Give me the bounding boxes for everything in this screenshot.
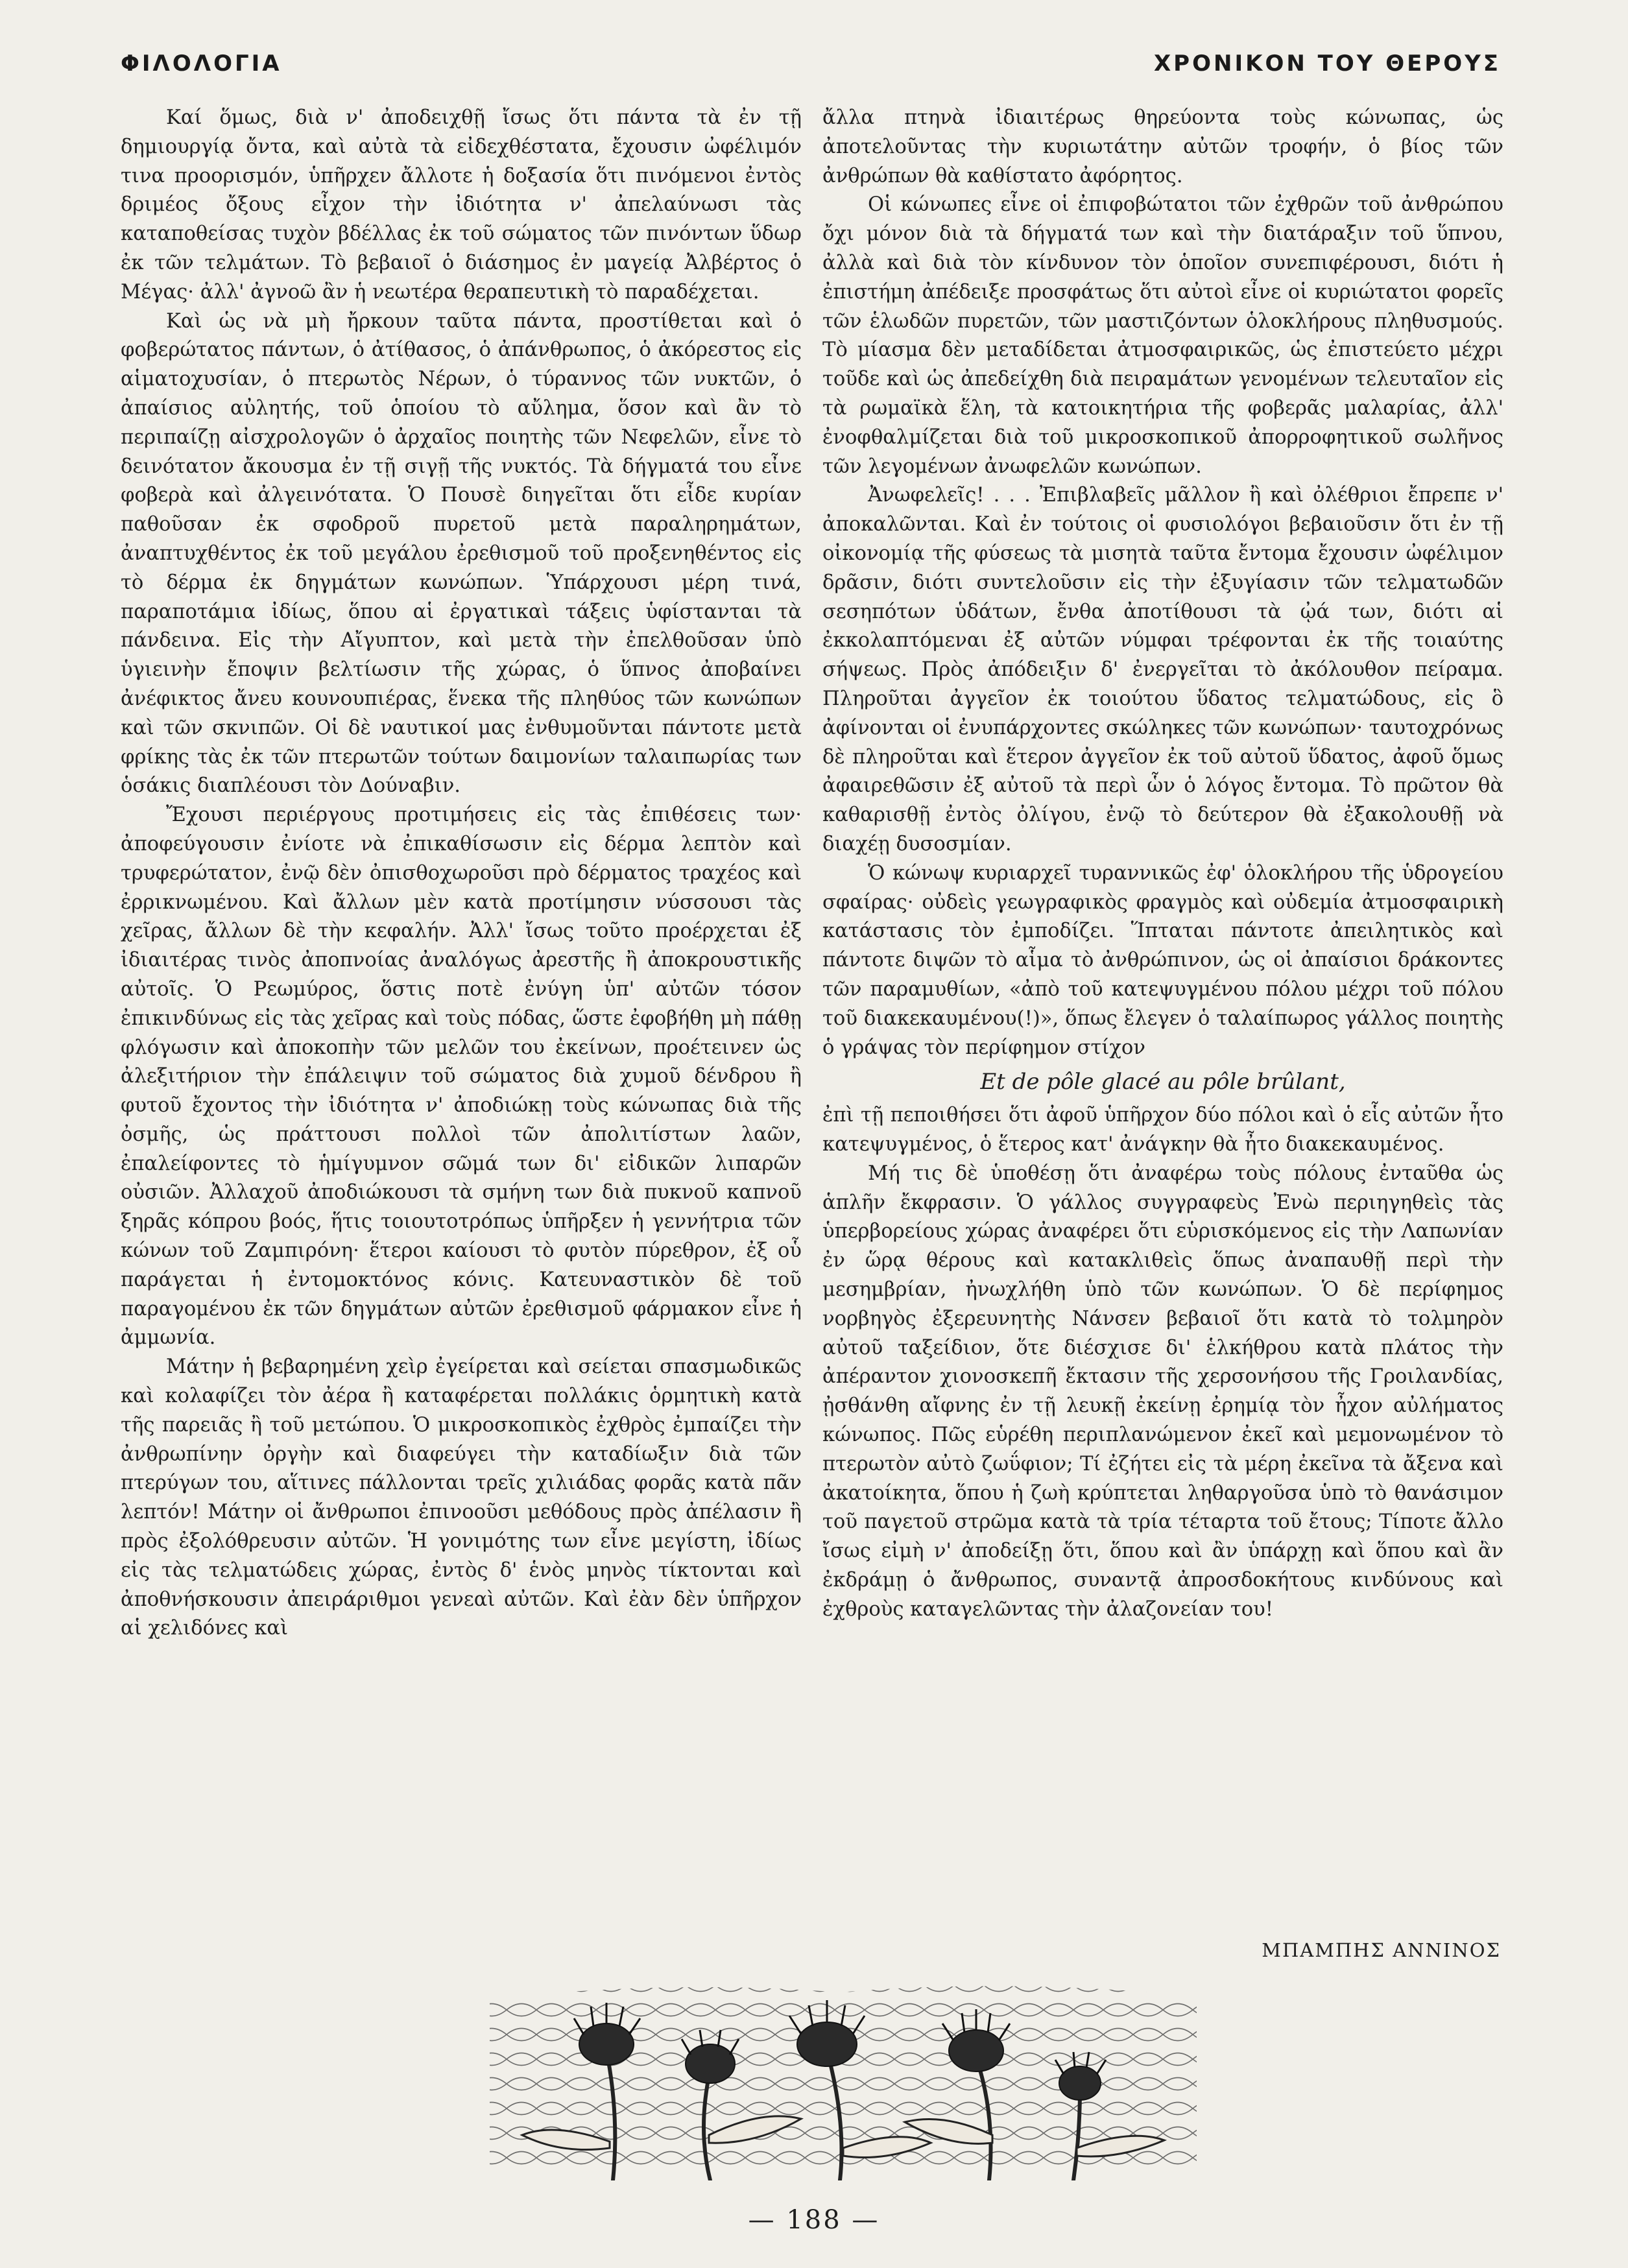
- running-head-chronicle: ΧΡΟΝΙΚΟΝ ΤΟΥ ΘΕΡΟΥΣ: [1153, 51, 1501, 77]
- paragraph: Μάτην ἡ βεβαρημένη χεὶρ ἐγείρεται καὶ σείεται σπασμωδικῶς καὶ κολαφίζει τὸν ἀέρα ἢ καταφέρεται πολλάκις ὁρμητικὴ κατὰ τῆς παρειᾶς ἢ τοῦ μετώπου. Ὁ μικροσκοπικὸς ἐχθρὸς ἐμπαίζει τὴν ἀνθρωπίνην ὀργὴν καὶ διαφεύγει τὴν καταδίωξιν διὰ τῶν πτερύγων του, αἵτινες πάλλονται τρεῖς χιλιάδας φορᾶς κατὰ πᾶν λεπτόν! Μάτην οἱ ἄνθρωποι ἐπινοοῦσι μεθόδους πρὸς ἀπέλασιν ἢ πρὸς ἐξολόθρευσιν αὐτῶν. Ἡ γονιμότης των εἶνε μεγίστη, ἰδίως εἰς τὰς τελματώδεις χώρας, ἐντὸς δ' ἑνὸς μηνὸς τίκτονται καὶ ἀποθνήσκουσιν ἀπειράριθμοι γενεαὶ αὐτῶν. Καὶ ἐὰν δὲν ὑπῆρχον αἱ χελιδόνες καὶ: [121, 1355, 802, 1640]
- paragraph: ἐπὶ τῇ πεποιθήσει ὅτι ἀφοῦ ὑπῆρχον δύο πόλοι καὶ ὁ εἷς αὐτῶν ἦτο κατεψυγμένος, ὁ ἕτερος κατ' ἀνάγκην θὰ ἦτο διακεκαυμένος.: [822, 1104, 1503, 1156]
- author-signature: ΜΠΑΜΠΗΣ ΑΝΝΙΝΟΣ: [1262, 1939, 1501, 1961]
- running-head-section: ΦΙΛΟΛΟΓΙΑ: [121, 51, 282, 77]
- paragraph: Καί ὅμως, διὰ ν' ἀποδειχθῇ ἴσως ὅτι πάντα τὰ ἐν τῇ δημιουργίᾳ ὄντα, καὶ αὐτὰ τὰ εἰδεχθέστατα, ἔχουσιν ὠφέλιμόν τινα προορισμόν, ὑπῆρχεν ἄλλοτε ἡ δοξασία ὅτι πινόμενοι ἐντὸς δριμέος ὄξους εἶχον τὴν ἰδιότητα ν' ἀπελαύνωσι τὰς καταποθείσας τυχὸν βδέλλας ἐκ τοῦ σώματος τῶν πινόντων ὕδωρ ἐκ τῶν τελμάτων. Τὸ βεβαιοῖ ὁ διάσημος ἐν μαγείᾳ Ἀλβέρτος ὁ Μέγας· ἀλλ' ἀγνοῶ ἂν ἡ νεωτέρα θεραπευτικὴ τὸ παραδέχεται.: [121, 106, 802, 304]
- paragraph: Ὁ κώνωψ κυριαρχεῖ τυραννικῶς ἐφ' ὁλοκλήρου τῆς ὑδρογείου σφαίρας· οὐδεὶς γεωγραφικὸς φραγμὸς καὶ οὐδεμία ἀτμοσφαιρικὴ κατάστασις τὸν ἐμποδίζει. Ἵπταται πάντοτε ἀπειλητικὸς καὶ πάντοτε διψῶν τὸ αἷμα τὸ ἀνθρώπινον, ὡς οἱ ἀπαίσιοι δράκοντες τῶν παραμυθίων, «ἀπὸ τοῦ κατεψυγμένου πόλου μέχρι τοῦ πόλου τοῦ διακεκαυμένου(!)», ὅπως ἔλεγεν ὁ ταλαίπωρος γάλλος ποιητὴς ὁ γράψας τὸν περίφημον στίχον: [822, 861, 1503, 1059]
- page-number: — 188 —: [748, 2205, 880, 2235]
- paragraph: Μή τις δὲ ὑποθέσῃ ὅτι ἀναφέρω τοὺς πόλους ἐνταῦθα ὡς ἁπλῆν ἔκφρασιν. Ὁ γάλλος συγγραφεὺς Ἐνὼ περιηγηθεὶς τὰς ὑπερβορείους χώρας ἀναφέρει ὅτι εὑρισκόμενος εἰς τὴν Λαπωνίαν ἐν ὥρᾳ θέρους καὶ κατακλιθεὶς ὅπως ἀναπαυθῇ περὶ τὴν μεσημβρίαν, ἠνωχλήθη ὑπὸ τῶν κωνώπων. Ὁ δὲ περίφημος νορβηγὸς ἐξερευνητὴς Νάνσεν βεβαιοῖ ὅτι κατὰ τὸ τολμηρὸν αὐτοῦ ταξείδιον, ὅτε διέσχισε δι' ἑλκήθρου κατὰ πλάτος τὴν ἀπέραντον χιονοσκεπῆ ἔκτασιν τῆς χερσονήσου τῆς Γροιλανδίας, ᾐσθάνθη αἴφνης ἐν τῇ λευκῇ ἐκείνῃ ἐρημίᾳ τὸν ἦχον αὐλήματος κώνωπος. Πῶς εὑρέθη περιπλανώμενον ἐκεῖ καὶ μεμονωμένον τὸ πτερωτὸν αὐτὸ ζωΰφιον; Τί ἐζήτει εἰς τὰ μέρη ἐκεῖνα τὰ ἄξενα καὶ ἀκατοίκητα, ὅπου ἡ ζωὴ κρύπτεται ληθαργοῦσα ὑπὸ τὸ θανάσιμον τοῦ παγετοῦ στρῶμα κατὰ τὰ τρία τέταρτα τοῦ ἔτους; Τίποτε ἄλλο ἴσως εἰμὴ ν' ἀποδείξῃ ὅτι, ὅπου καὶ ἂν ὑπάρχῃ καὶ ὅπου καὶ ἂν ἐκδράμῃ ὁ ἄνθρωπος, συναντᾷ ἀπροσδοκήτους κινδύνους καὶ ἐχθροὺς καταγελῶντας τὴν ἀλαζονείαν του!: [822, 1162, 1503, 1621]
- paragraph: Ἀνωφελεῖς! . . . Ἐπιβλαβεῖς μᾶλλον ἢ καὶ ὀλέθριοι ἔπρεπε ν' ἀποκαλῶνται. Καὶ ἐν τούτοις οἱ φυσιολόγοι βεβαιοῦσιν ὅτι ἐν τῇ οἰκονομίᾳ τῆς φύσεως τὰ μισητὰ ταῦτα ἔντομα ἔχουσιν ὠφέλιμον δρᾶσιν, διότι συντελοῦσιν εἰς τὴν ἐξυγίασιν τῶν τελματωδῶν σεσηπότων ὑδάτων, ἔνθα ἀποτίθουσι τὰ ᾠά των, διότι αἱ ἐκκολαπτόμεναι ἐξ αὐτῶν νύμφαι τρέφονται ἐκ τῆς τοιαύτης σήψεως. Πρὸς ἀπόδειξιν δ' ἐνεργεῖται τὸ ἀκόλουθον πείραμα. Πληροῦται ἀγγεῖον ἐκ τοιούτου ὕδατος τελματώδους, εἰς ὃ ἀφίνονται οἱ ἐνυπάρχοντες σκώληκες τῶν κωνώπων· ταυτοχρόνως δὲ πληροῦται καὶ ἕτερον ἀγγεῖον ἐκ τοῦ αὐτοῦ ὕδατος, ἀφοῦ ὅμως ἀφαιρεθῶσιν ἐξ αὐτοῦ τὰ περὶ ὧν ὁ λόγος ἔντομα. Τὸ πρῶτον θὰ καθαρισθῇ ἐντὸς ὀλίγου, ἐνῷ τὸ δεύτερον θὰ ἐξακολουθῇ νὰ διαχέῃ δυσοσμίαν.: [822, 484, 1503, 855]
- verse-quotation: Et de pôle glacé au pôle brûlant,: [980, 1069, 1346, 1095]
- right-column: [822, 104, 1503, 1625]
- paragraph: Οἱ κώνωπες εἶνε οἱ ἐπιφοβώτατοι τῶν ἐχθρῶν τοῦ ἀνθρώπου ὄχι μόνον διὰ τὰ δήγματά των καὶ τὴν διατάραξιν τοῦ ὕπνου, ἀλλὰ καὶ διὰ τὸν κίνδυνον τὸν ὁποῖον συνεπιφέρουσι, διότι ἡ ἐπιστήμη ἀπέδειξε προσφάτως ὅτι αὐτοὶ εἶνε οἱ κυριώτατοι φορεῖς τῶν ἑλωδῶν πυρετῶν, τῶν μαστιζόντων ὁλοκλήρους πληθυσμούς. Τὸ μίασμα δὲν μεταδίδεται ἀτμοσφαιρικῶς, ὡς ἐπιστεύετο μέχρι τοῦδε καὶ ὡς ἀπεδείχθη διὰ πειραμάτων γενομένων τελευταῖον εἰς τὰ ρωμαϊκὰ ἕλη, τὰ κατοικητήρια τῆς φοβερᾶς μαλαρίας, ἀλλ' ἐνοφθαλμίζεται διὰ τοῦ μικροσκοπικοῦ ἀπορροφητικοῦ σωλῆνος τῶν λεγομένων ἀνωφελῶν κωνώπων.: [822, 193, 1503, 478]
- paragraph: ἄλλα πτηνὰ ἰδιαιτέρως θηρεύοντα τοὺς κώνωπας, ὡς ἀποτελοῦντας τὴν κυριωτάτην αὐτῶν τροφήν, ὁ βίος τῶν ἀνθρώπων θὰ καθίστατο ἀφόρητος.: [822, 106, 1503, 187]
- paragraph: Ἔχουσι περιέργους προτιμήσεις εἰς τὰς ἐπιθέσεις των· ἀποφεύγουσιν ἐνίοτε νὰ ἐπικαθίσωσιν εἰς δέρμα λεπτὸν καὶ τρυφερώτατον, ἐνῷ δὲν ὀπισθοχωροῦσι πρὸ δέρματος τραχέος καὶ ἐρρικνωμένου. Καὶ ἄλλων μὲν κατὰ προτίμησιν νύσσουσι τὰς χεῖρας, ἄλλων δὲ τὴν κεφαλήν. Ἀλλ' ἴσως τοῦτο προέρχεται ἐξ ἰδιαιτέρας τινὸς ἀποπνοίας ἀναλόγως ἀρεστῆς ἢ ἀποκρουστικῆς αὐτοῖς. Ὁ Ρεωμύρος, ὅστις ποτὲ ἐνύγη ὑπ' αὐτῶν τόσον ἐπικινδύνως εἰς τὰς χεῖρας καὶ τοὺς πόδας, ὥστε ἐφοβήθη μὴ πάθῃ φλόγωσιν καὶ ἀποκοπὴν τῶν μελῶν του ἐκείνων, προέτεινεν ὡς ἀλεξιτήριον τὴν ἐπάλειψιν τοῦ σώματος διὰ χυμοῦ δένδρου ἢ φυτοῦ ἔχοντος τὴν ἰδιότητα ν' ἀποδιώκῃ τοὺς κώνωπας διὰ τῆς ὀσμῆς, ὡς πράττουσι πολλοὶ τῶν ἀπολιτίστων λαῶν, ἐπαλείφοντες τὸ ἡμίγυμνον σῶμά των δι' εἰδικῶν λιπαρῶν οὐσιῶν. Ἀλλαχοῦ ἀποδιώκουσι τὰ σμήνη των διὰ πυκνοῦ καπνοῦ ξηρᾶς κόπρου βοός, ἥτις τοιουτοτρόπως ὑπῆρξεν ἡ γεννήτρια τῶν κώνων τοῦ Ζαμπιρόνη· ἕτεροι καίουσι τὸ φυτὸν πύρεθρον, ἐξ οὗ παράγεται ἡ ἐντομοκτόνος κόνις. Κατευναστικὸν δὲ τοῦ παραγομένου ἐκ τῶν δηγμάτων αὐτῶν ἐρεθισμοῦ φάρμακον εἶνε ἡ ἀμμωνία.: [121, 804, 802, 1350]
- left-column: [121, 104, 802, 1643]
- thistle-ornament-icon: [477, 1973, 1211, 2180]
- paragraph: Καὶ ὡς νὰ μὴ ἤρκουν ταῦτα πάντα, προστίθεται καὶ ὁ φοβερώτατος πάντων, ὁ ἀτίθασος, ὁ ἀπάνθρωπος, ὁ ἀκόρεστος εἰς αἱματοχυσίαν, ὁ πτερωτὸς Νέρων, ὁ τύραννος τῶν νυκτῶν, ὁ ἀπαίσιος αὐλητής, τοῦ ὁποίου τὸ αὔλημα, ὅσον καὶ ἂν τὸ περιπαίζῃ αἰσχρολογῶν ὁ ἀρχαῖος ποιητὴς τῶν Νεφελῶν, εἶνε τὸ δεινότατον ἄκουσμα ἐν τῇ σιγῇ τῆς νυκτός. Τὰ δήγματά του εἶνε φοβερὰ καὶ ἀλγεινότατα. Ὁ Πουσὲ διηγεῖται ὅτι εἶδε κυρίαν παθοῦσαν ἐκ σφοδροῦ πυρετοῦ μετὰ παραληρημάτων, ἀναπτυχθέντος ἐκ τοῦ μεγάλου ἐρεθισμοῦ τοῦ προξενηθέντος εἰς τὸ δέρμα ἐκ δηγμάτων κωνώπων. Ὑπάρχουσι μέρη τινά, παραποτάμια ἰδίως, ὅπου αἱ ἐργατικαὶ τάξεις ὑφίστανται τὰ πάνδεινα. Εἰς τὴν Αἴγυπτον, καὶ μετὰ τὴν ἐπελθοῦσαν ὑπὸ ὑγιεινὴν ἔποψιν βελτίωσιν τῆς χώρας, ὁ ὕπνος ἀποβαίνει ἀνέφικτος ἄνευ κουνουπιέρας, ἕνεκα τῆς πληθύος τῶν κωνώπων καὶ τῶν σκνιπῶν. Οἱ δὲ ναυτικοί μας ἐνθυμοῦνται πάντοτε μετὰ φρίκης τὰς ἐκ τῶν πτερωτῶν τούτων δαιμονίων ταλαιπωρίας των ὁσάκις διαπλέουσι τὸν Δούναβιν.: [121, 309, 802, 798]
